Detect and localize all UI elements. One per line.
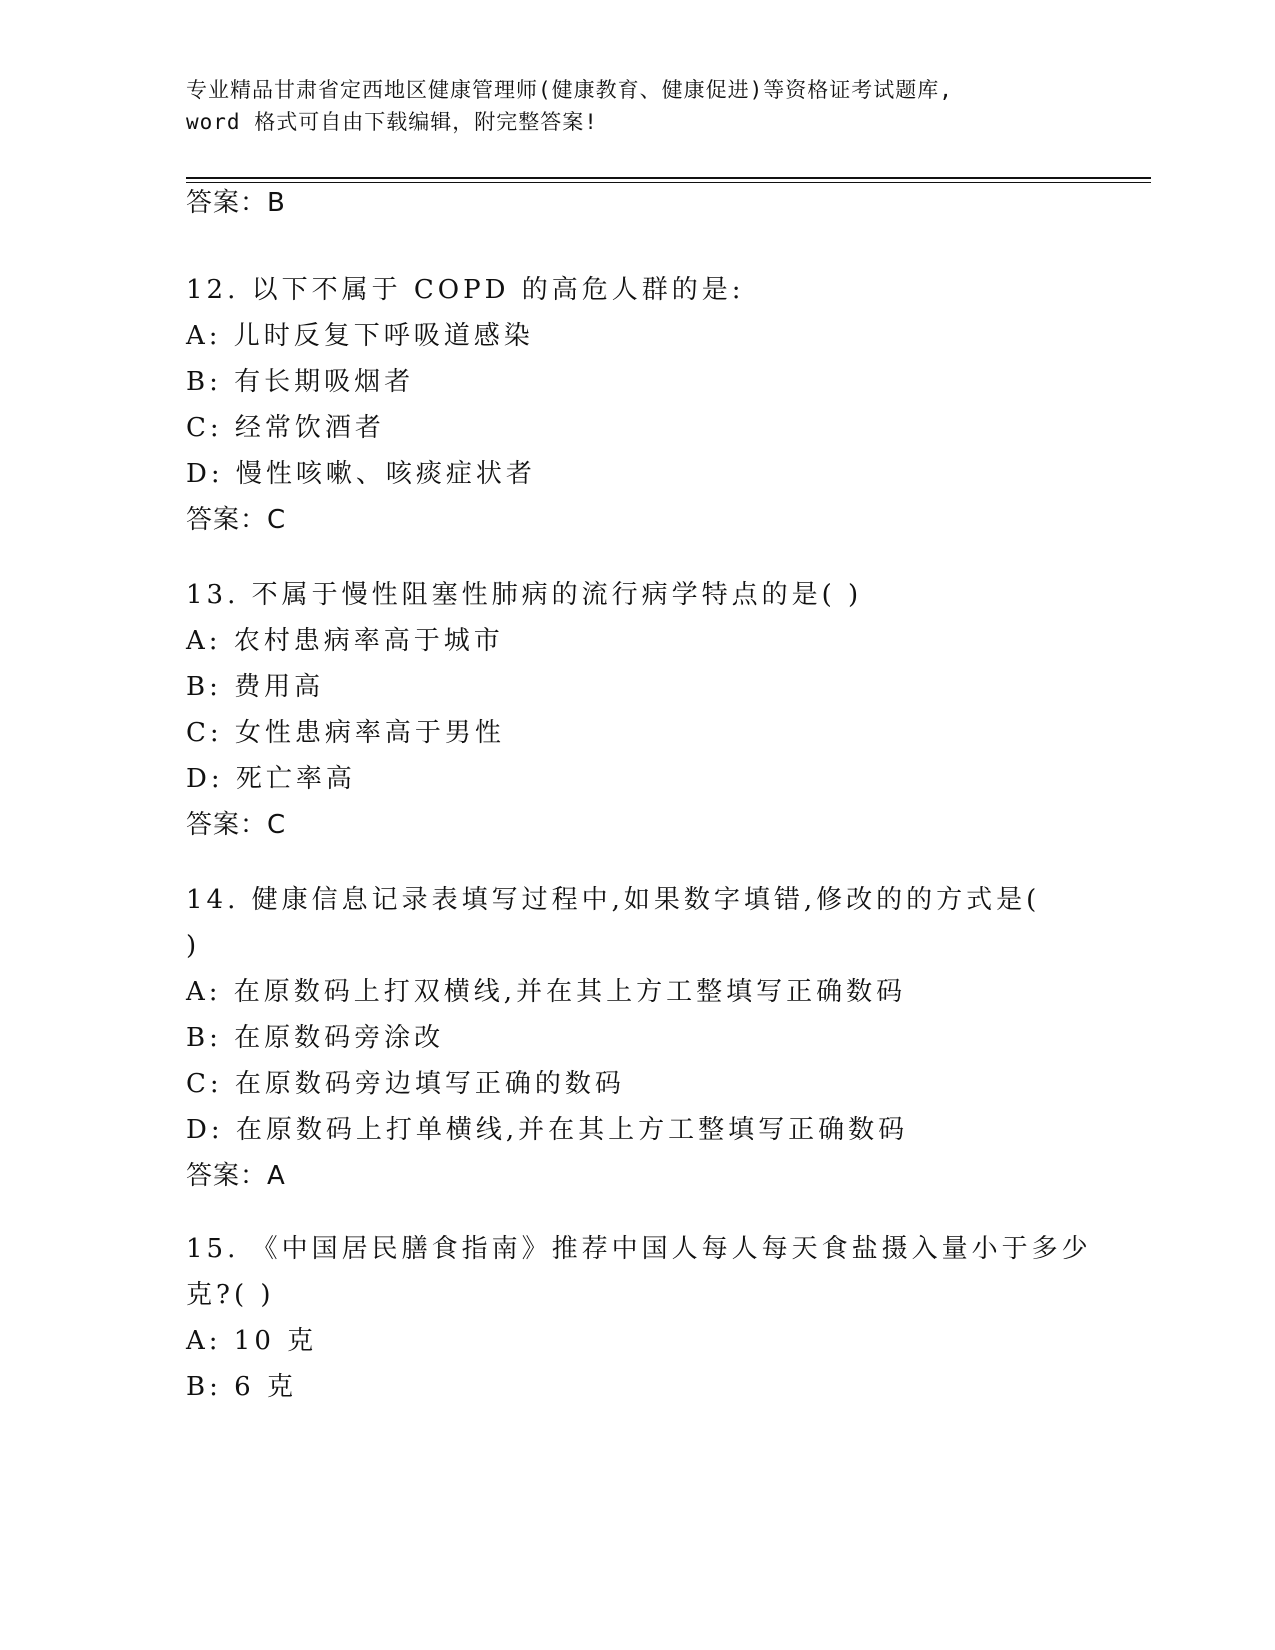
- header-divider-thick: [186, 177, 1151, 179]
- answer-q14: 答案：A: [186, 1161, 286, 1191]
- option-b: B: 费用高: [186, 672, 325, 702]
- option-d: D: 死亡率高: [186, 764, 356, 794]
- option-d: D: 在原数码上打单横线,并在其上方工整填写正确数码: [186, 1115, 909, 1145]
- answer-q12: 答案：C: [186, 505, 287, 535]
- option-c: C: 经常饮酒者: [186, 413, 385, 443]
- question-stem-line-2: ): [186, 931, 201, 961]
- question-stem: 12. 以下不属于 COPD 的高危人群的是:: [186, 275, 745, 305]
- question-stem-line-1: 15. 《中国居民膳食指南》推荐中国人每人每天食盐摄入量小于多少: [186, 1234, 1092, 1264]
- question-14: [186, 877, 1146, 1199]
- question-stem-line-2: 克?( ): [186, 1280, 275, 1310]
- option-c: C: 在原数码旁边填写正确的数码: [186, 1069, 625, 1099]
- option-a: A: 在原数码上打双横线,并在其上方工整填写正确数码: [186, 977, 907, 1007]
- question-12: [186, 267, 1146, 543]
- option-a: A: 儿时反复下呼吸道感染: [186, 321, 534, 351]
- question-15: [186, 1226, 1146, 1410]
- header-line-2: word 格式可自由下载编辑，附完整答案!: [186, 110, 598, 134]
- option-c: C: 女性患病率高于男性: [186, 718, 505, 748]
- answer-q13: 答案：C: [186, 810, 287, 840]
- option-b: B: 在原数码旁涂改: [186, 1023, 445, 1053]
- option-a: A: 10 克: [186, 1326, 318, 1356]
- answer-q11: 答案：B: [186, 188, 286, 218]
- question-stem-line-1: 14. 健康信息记录表填写过程中,如果数字填错,修改的的方式是(: [186, 885, 1041, 915]
- option-a: A: 农村患病率高于城市: [186, 626, 504, 656]
- option-b: B: 有长期吸烟者: [186, 367, 415, 397]
- header-line-1: 专业精品甘肃省定西地区健康管理师(健康教育、健康促进)等资格证考试题库,: [186, 78, 953, 102]
- document-header: [186, 74, 1076, 138]
- option-d: D: 慢性咳嗽、咳痰症状者: [186, 459, 536, 489]
- question-stem: 13. 不属于慢性阻塞性肺病的流行病学特点的是( ): [186, 580, 863, 610]
- question-13: [186, 572, 1146, 848]
- option-b: B: 6 克: [186, 1372, 297, 1402]
